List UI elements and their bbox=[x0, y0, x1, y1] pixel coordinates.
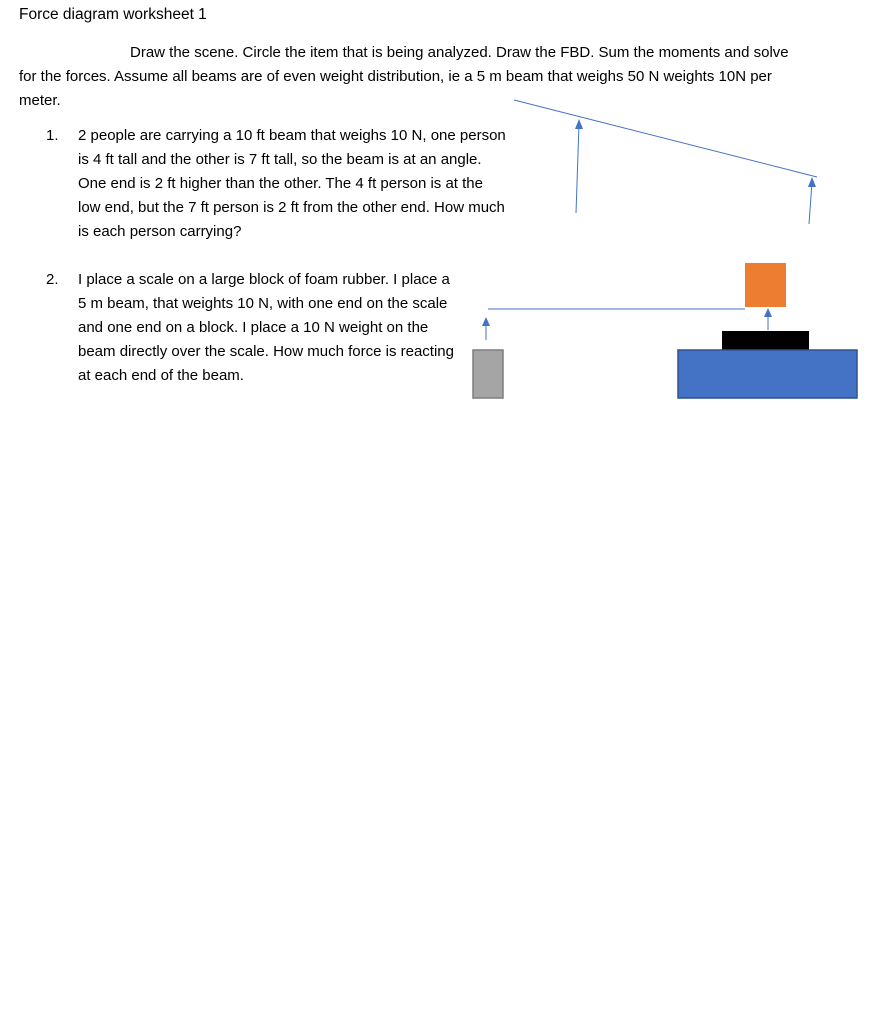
weight-block bbox=[745, 263, 786, 307]
worksheet-title: Force diagram worksheet 1 bbox=[19, 6, 207, 23]
left-support-force-arrow bbox=[576, 124, 579, 213]
scale bbox=[722, 331, 809, 350]
foam-rubber-block bbox=[678, 350, 857, 398]
problem-2-number: 2. bbox=[46, 271, 59, 288]
problem-1 bbox=[46, 124, 508, 244]
scale-reaction-force-arrowhead bbox=[764, 308, 772, 317]
problem-1-number: 1. bbox=[46, 127, 59, 144]
problem-1-text: 2 people are carrying a 10 ft beam that weighs 10 N, one person is 4 ft tall and the other is 7 ft tall, so the beam is at an angle. One end is 2 ft higher than the other. The 4 ft person is at the low end, but the 7 ft person is 2 ft from the other end. How much is each person carrying? bbox=[78, 127, 506, 240]
instructions-paragraph bbox=[19, 41, 809, 113]
instructions-text: Draw the scene. Circle the item that is being analyzed. Draw the FBD. Sum the moments and solve for the forces. Assume all beams are of even weight distribution, ie a 5 m beam that weighs 50 N weights 10N per meter. bbox=[19, 44, 789, 109]
left-support-force-arrowhead bbox=[575, 119, 583, 129]
right-support-force-arrow bbox=[809, 182, 812, 224]
problem-2-text: I place a scale on a large block of foam rubber. I place a 5 m beam, that weights 10 N, with one end on the scale and one end on a block. I place a 10 N weight on the beam directly over the scale. How much force is reacting at each end of the beam. bbox=[78, 271, 454, 384]
figure-1-inclined-beam bbox=[514, 100, 817, 224]
problem-2 bbox=[46, 268, 456, 388]
right-support-force-arrowhead bbox=[808, 177, 816, 187]
figure-2-beam-on-scale bbox=[473, 263, 857, 398]
block-reaction-force-arrowhead bbox=[482, 317, 490, 326]
support-block bbox=[473, 350, 503, 398]
